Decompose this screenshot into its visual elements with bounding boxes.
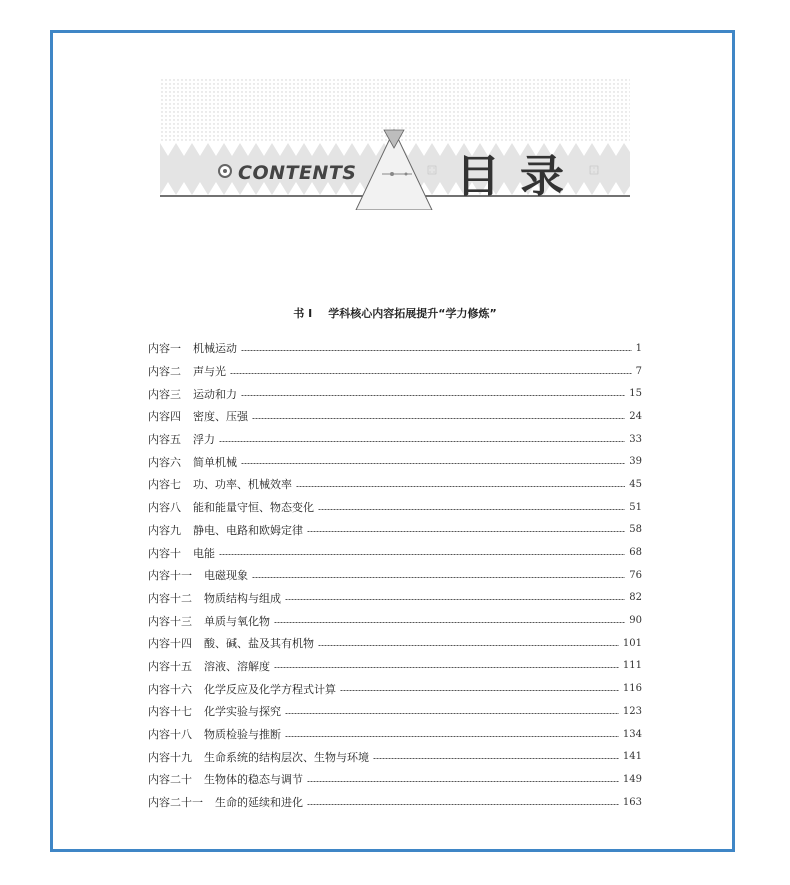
toc-entry-name: 运动和力 xyxy=(193,387,237,401)
toc-entry-name: 化学实验与探究 xyxy=(204,705,281,719)
toc-entry[interactable] xyxy=(148,700,642,723)
toc-entry-page: 111 xyxy=(622,660,642,672)
dot-leader xyxy=(307,804,619,805)
dot-leader xyxy=(373,758,619,759)
toc-entry-label: 内容十三 xyxy=(148,614,192,628)
toc-entry[interactable] xyxy=(148,677,642,700)
dot-leader xyxy=(307,781,619,782)
toc-entry-label: 内容十二 xyxy=(148,591,192,605)
dot-leader xyxy=(230,373,632,374)
toc-entry-label: 内容二十一 xyxy=(148,796,203,810)
dot-leader xyxy=(219,441,625,442)
toc-entry[interactable] xyxy=(148,723,642,746)
toc-entry[interactable] xyxy=(148,564,642,587)
toc-entry-label: 内容十一 xyxy=(148,569,192,583)
toc-entry-name: 密度、压强 xyxy=(193,410,248,424)
toc-entry-name: 功、功率、机械效率 xyxy=(193,478,292,492)
section-heading xyxy=(0,305,790,321)
toc-entry-page: 123 xyxy=(622,705,642,717)
toc-entry[interactable] xyxy=(148,519,642,542)
toc-entry-name: 溶液、溶解度 xyxy=(204,659,270,673)
dot-leader xyxy=(274,622,625,623)
toc-entry-label: 内容十七 xyxy=(148,705,192,719)
toc-entry[interactable] xyxy=(148,745,642,768)
toc-entry-name: 声与光 xyxy=(193,365,226,379)
table-of-contents xyxy=(148,337,642,813)
toc-entry-name: 单质与氧化物 xyxy=(204,614,270,628)
dot-leader xyxy=(307,531,625,532)
dot-leader xyxy=(252,418,625,419)
dot-leader xyxy=(285,599,625,600)
toc-entry-page: 24 xyxy=(629,410,642,422)
toc-entry[interactable] xyxy=(148,360,642,383)
toc-entry-label: 内容三 xyxy=(148,387,181,401)
toc-entry-name: 机械运动 xyxy=(193,342,237,356)
toc-entry[interactable] xyxy=(148,768,642,791)
toc-entry-page: 58 xyxy=(629,524,642,536)
dot-leader xyxy=(219,554,625,555)
toc-entry-name: 简单机械 xyxy=(193,455,237,469)
toc-entry[interactable] xyxy=(148,496,642,519)
target-circle-icon xyxy=(218,164,232,178)
dot-leader xyxy=(241,350,632,351)
toc-entry-name: 化学反应及化学方程式计算 xyxy=(204,682,336,696)
dot-leader xyxy=(241,463,625,464)
toc-entry-name: 浮力 xyxy=(193,433,215,447)
contents-banner xyxy=(160,78,630,210)
toc-entry-page: 76 xyxy=(629,569,642,581)
toc-entry-page: 101 xyxy=(622,637,642,649)
toc-entry-page: 149 xyxy=(622,773,642,785)
toc-entry-name: 电磁现象 xyxy=(204,569,248,583)
toc-entry-label: 内容一 xyxy=(148,342,181,356)
dot-leader xyxy=(274,667,619,668)
toc-entry-page: 51 xyxy=(629,501,642,513)
dot-leader xyxy=(285,713,619,714)
toc-entry-page: 163 xyxy=(622,796,642,808)
dot-leader xyxy=(241,395,625,396)
toc-entry[interactable] xyxy=(148,382,642,405)
section-number: 书 I xyxy=(293,307,313,320)
toc-entry-name: 生命系统的结构层次、生物与环境 xyxy=(204,750,369,764)
toc-entry-page: 45 xyxy=(629,478,642,490)
dot-leader xyxy=(285,736,619,737)
toc-entry[interactable] xyxy=(148,405,642,428)
toc-entry-label: 内容十九 xyxy=(148,750,192,764)
toc-entry-name: 静电、电路和欧姆定律 xyxy=(193,523,303,537)
toc-entry-page: 1 xyxy=(635,342,642,354)
toc-entry[interactable] xyxy=(148,428,642,451)
toc-entry[interactable] xyxy=(148,791,642,814)
toc-entry-name: 生命的延续和进化 xyxy=(215,796,303,810)
toc-entry-label: 内容十八 xyxy=(148,728,192,742)
toc-entry-label: 内容七 xyxy=(148,478,181,492)
toc-entry-label: 内容十四 xyxy=(148,637,192,651)
toc-entry[interactable] xyxy=(148,450,642,473)
toc-entry-page: 39 xyxy=(629,456,642,468)
toc-entry-label: 内容十 xyxy=(148,546,181,560)
toc-entry-name: 物质结构与组成 xyxy=(204,591,281,605)
toc-entry-page: 134 xyxy=(622,728,642,740)
contents-heading: CONTENTS xyxy=(238,162,357,184)
toc-entry-name: 物质检验与推断 xyxy=(204,728,281,742)
toc-entry[interactable] xyxy=(148,609,642,632)
toc-entry-page: 141 xyxy=(622,751,642,763)
toc-entry-label: 内容二 xyxy=(148,365,181,379)
toc-entry-page: 82 xyxy=(629,592,642,604)
toc-entry-page: 90 xyxy=(629,615,642,627)
toc-entry-label: 内容六 xyxy=(148,455,181,469)
section-title: 学科核心内容拓展提升“学力修炼” xyxy=(328,307,497,320)
toc-entry-page: 7 xyxy=(635,365,642,377)
page-title: 目录 xyxy=(456,151,584,202)
toc-entry[interactable] xyxy=(148,473,642,496)
toc-entry-name: 电能 xyxy=(193,546,215,560)
toc-entry-label: 内容五 xyxy=(148,433,181,447)
dot-leader xyxy=(318,509,625,510)
toc-entry-label: 内容二十 xyxy=(148,773,192,787)
toc-entry-label: 内容十五 xyxy=(148,659,192,673)
toc-entry-label: 内容四 xyxy=(148,410,181,424)
toc-entry-name: 生物体的稳态与调节 xyxy=(204,773,303,787)
toc-entry-name: 酸、碱、盐及其有机物 xyxy=(204,637,314,651)
toc-entry-page: 116 xyxy=(622,683,642,695)
toc-entry[interactable] xyxy=(148,655,642,678)
dot-leader xyxy=(318,645,619,646)
toc-entry-label: 内容八 xyxy=(148,501,181,515)
toc-entry[interactable] xyxy=(148,337,642,360)
toc-entry[interactable] xyxy=(148,587,642,610)
dot-leader xyxy=(296,486,625,487)
toc-entry[interactable] xyxy=(148,541,642,564)
dot-leader xyxy=(340,690,619,691)
toc-entry-page: 15 xyxy=(629,388,642,400)
toc-entry-page: 68 xyxy=(629,547,642,559)
dot-leader xyxy=(252,577,625,578)
toc-entry-page: 33 xyxy=(629,433,642,445)
toc-entry-name: 能和能量守恒、物态变化 xyxy=(193,501,314,515)
toc-entry-label: 内容九 xyxy=(148,523,181,537)
toc-entry-label: 内容十六 xyxy=(148,682,192,696)
toc-entry[interactable] xyxy=(148,632,642,655)
